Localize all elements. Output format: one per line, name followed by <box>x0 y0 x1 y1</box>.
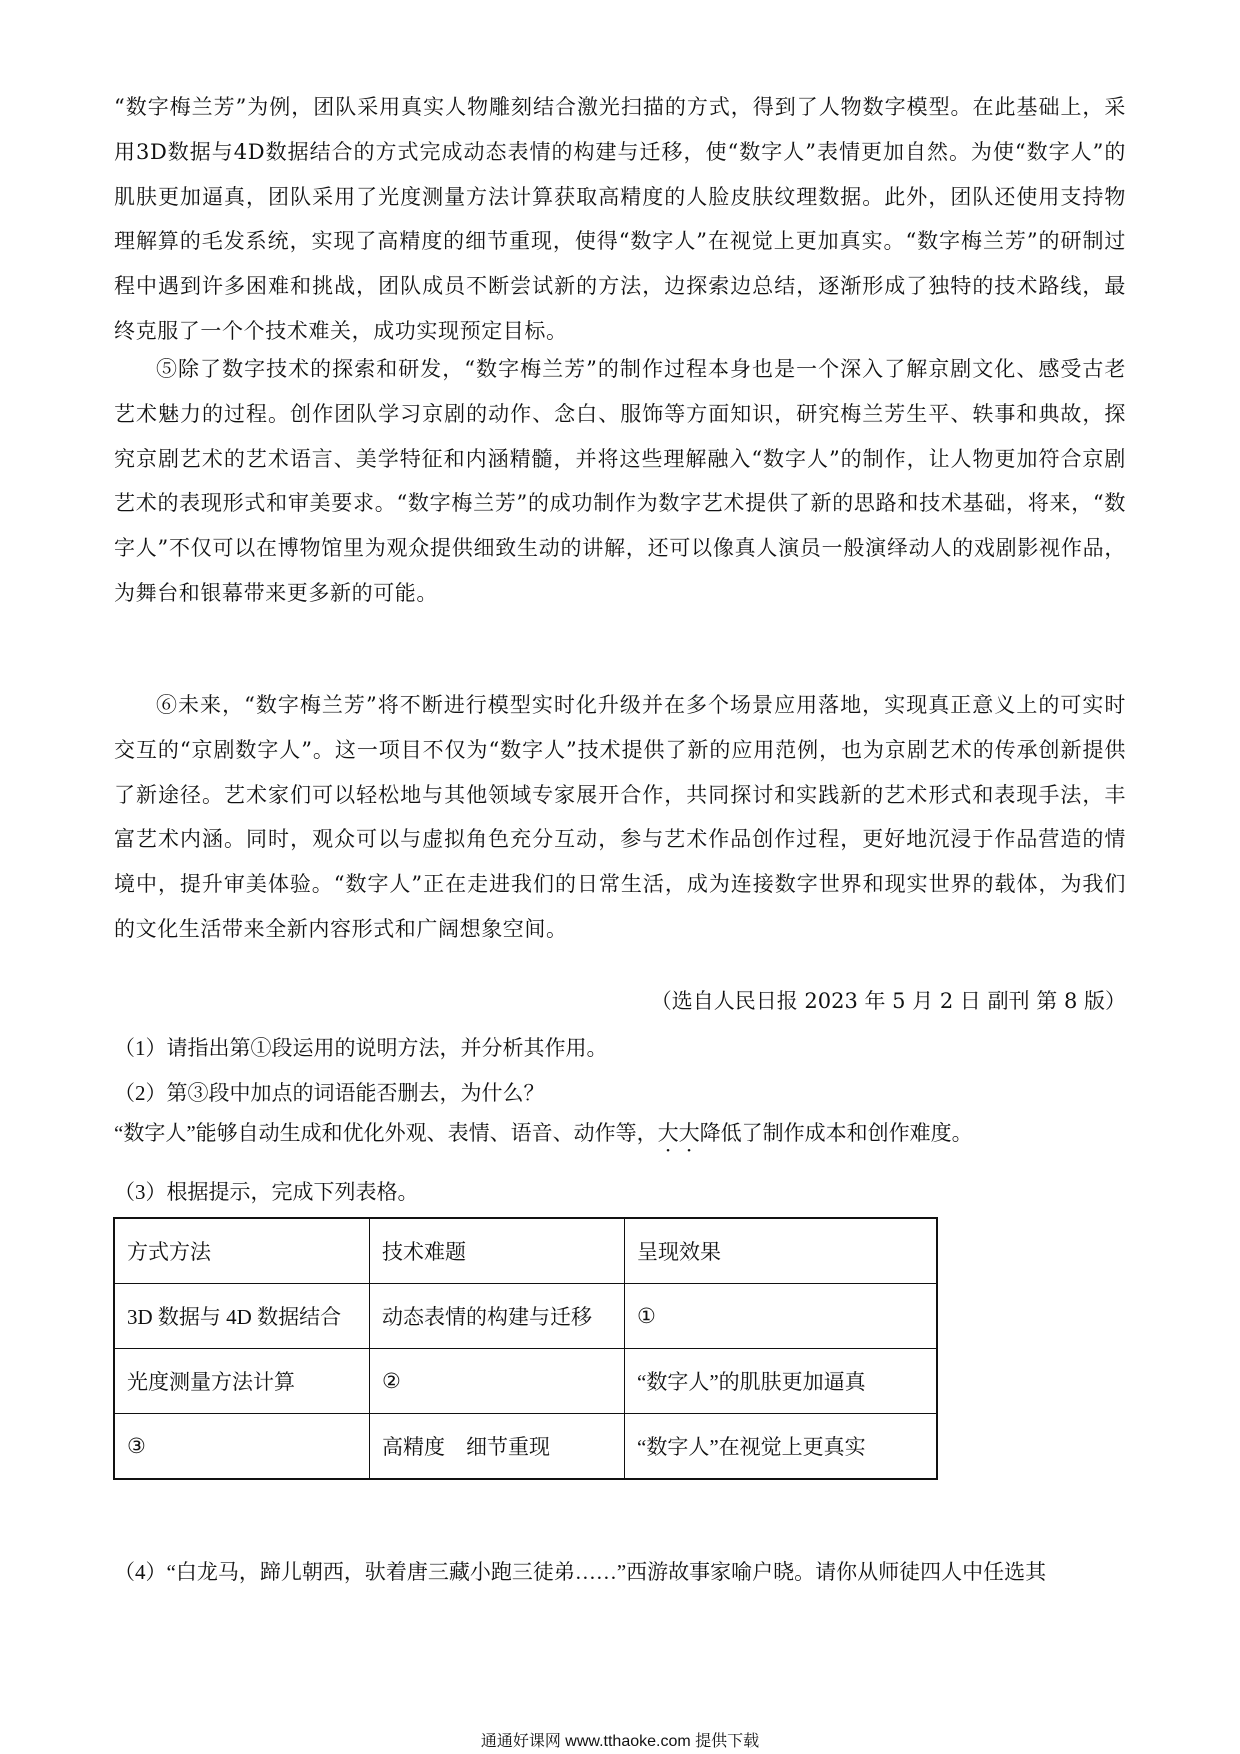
question-3: （3）根据提示，完成下列表格。 <box>114 1180 419 1204</box>
table-header-cell: 方式方法 <box>114 1218 370 1284</box>
answer-table <box>113 1217 938 1480</box>
table-cell: 光度测量方法计算 <box>114 1349 370 1414</box>
table-cell: 3D 数据与 4D 数据结合 <box>114 1284 370 1349</box>
table-cell: ② <box>370 1349 625 1414</box>
question-4: （4）“白龙马，蹄儿朝西，驮着唐三藏小跑三徒弟……”西游故事家喻户晓。请你从师徒四人中任选其 <box>114 1560 1047 1584</box>
question-2-quote <box>114 1118 973 1157</box>
question-2: （2）第③段中加点的词语能否删去，为什么？ <box>114 1081 545 1105</box>
table-cell: 高精度 细节重现 <box>370 1414 625 1480</box>
table-row <box>114 1414 937 1480</box>
dotted-word: 大大 <box>657 1121 700 1145</box>
paragraph-5: ⑤除了数字技术的探索和研发，“数字梅兰芳”的制作过程本身也是一个深入了解京剧文化、感受古老艺术魅力的过程。创作团队学习京剧的动作、念白、服饰等方面知识，研究梅兰芳生平、轶事和典故，探究京剧艺术的艺术语言、美学特征和内涵精髓，并将这些理解融入“数字人”的制作，让人物更加符合京剧艺术的表现形式和审美要求。“数字梅兰芳”的成功制作为数字艺术提供了新的思路和技术基础，将来，“数字人”不仅可以在博物馆里为观众提供细致生动的讲解，还可以像真人演员一般演绎动人的戏剧影视作品，为舞台和银幕带来更多新的可能。 <box>114 357 1126 605</box>
quote-text-after: 降低了制作成本和创作难度。 <box>699 1121 973 1145</box>
table-header-cell: 技术难题 <box>370 1218 625 1284</box>
table-cell: “数字人”的肌肤更加逼真 <box>625 1349 938 1414</box>
quote-text-before: “数字人”能够自动生成和优化外观、表情、语音、动作等， <box>114 1121 658 1145</box>
table-header-cell: 呈现效果 <box>625 1218 938 1284</box>
question-1: （1）请指出第①段运用的说明方法，并分析其作用。 <box>114 1036 608 1060</box>
table-cell: 动态表情的构建与迁移 <box>370 1284 625 1349</box>
footer-watermark: 通通好课网 www.tthaoke.com 提供下载 <box>480 1733 760 1750</box>
table-row <box>114 1218 937 1284</box>
paragraph-6: ⑥未来，“数字梅兰芳”将不断进行模型实时化升级并在多个场景应用落地，实现真正意义上的可实时交互的“京剧数字人”。这一项目不仅为“数字人”技术提供了新的应用范例，也为京剧艺术的传承创新提供了新途径。艺术家们可以轻松地与其他领域专家展开合作，共同探讨和实践新的艺术形式和表现手法，丰富艺术内涵。同时，观众可以与虚拟角色充分互动，参与艺术作品创作过程，更好地沉浸于作品营造的情境中，提升审美体验。“数字人”正在走进我们的日常生活，成为连接数字世界和现实世界的载体，为我们的文化生活带来全新内容形式和广阔想象空间。 <box>114 693 1126 941</box>
source-citation: （选自人民日报 2023 年 5 月 2 日 副刊 第 8 版） <box>650 989 1126 1013</box>
table-cell: ③ <box>114 1414 370 1480</box>
table-cell: “数字人”在视觉上更真实 <box>625 1414 938 1480</box>
table-row <box>114 1349 937 1414</box>
table-row <box>114 1284 937 1349</box>
table-cell: ① <box>625 1284 938 1349</box>
paragraph-4-continued: “数字梅兰芳”为例，团队采用真实人物雕刻结合激光扫描的方式，得到了人物数字模型。在此基础上，采用3D数据与4D数据结合的方式完成动态表情的构建与迁移，使“数字人”表情更加自然。为使“数字人”的肌肤更加逼真，团队采用了光度测量方法计算获取高精度的人脸皮肤纹理数据。此外，团队还使用支持物理解算的毛发系统，实现了高精度的细节重现，使得“数字人”在视觉上更加真实。“数字梅兰芳”的研制过程中遇到许多困难和挑战，团队成员不断尝试新的方法，边探索边总结，逐渐形成了独特的技术路线，最终克服了一个个技术难关，成功实现预定目标。 <box>114 95 1126 343</box>
